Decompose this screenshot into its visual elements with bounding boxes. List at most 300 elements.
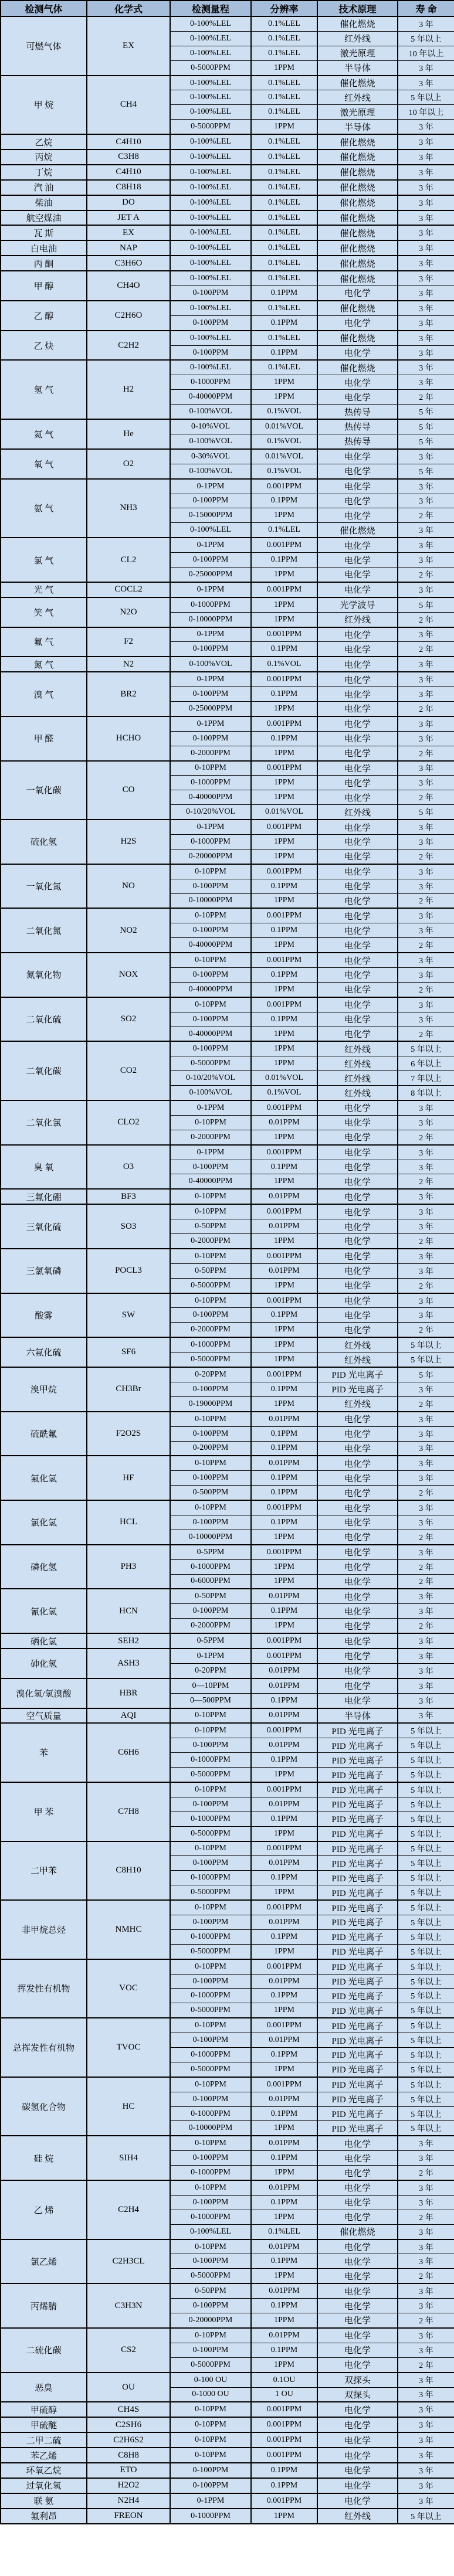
lifespan-cell: 3 年: [398, 301, 454, 315]
table-row: [1, 195, 454, 210]
principle-cell: 电化学: [317, 1486, 398, 1500]
lifespan-cell: 3 年: [398, 657, 454, 672]
range-cell: 0-10PPM: [170, 1708, 251, 1724]
formula-cell: C2H4: [87, 2180, 170, 2239]
range-cell: 0-10PPM: [170, 1841, 251, 1856]
principle-cell: PID 光电离子: [317, 2033, 398, 2048]
table-row: [1, 2077, 454, 2092]
table-row: [1, 479, 454, 494]
resolution-cell: 0.1%LEL: [251, 149, 317, 165]
principle-cell: 电化学: [317, 1456, 398, 1470]
table-row: [1, 1633, 454, 1649]
resolution-cell: 0.01PPM: [251, 2092, 317, 2106]
gas-name-cell: 氟 气: [1, 627, 87, 657]
principle-cell: 电化学: [317, 2448, 398, 2463]
range-cell: 0-1000PPM: [170, 1989, 251, 2003]
resolution-cell: 0.1%LEL: [251, 523, 317, 538]
principle-cell: 电化学: [317, 1293, 398, 1308]
principle-cell: 电化学: [317, 820, 398, 834]
lifespan-cell: 3 年: [398, 1189, 454, 1204]
formula-cell: PH3: [87, 1545, 170, 1589]
range-cell: 0-100%LEL: [170, 271, 251, 286]
lifespan-cell: 3 年: [398, 2283, 454, 2298]
formula-cell: C2H6S2: [87, 2432, 170, 2448]
gas-name-cell: 氨 气: [1, 479, 87, 538]
range-cell: 0-100%LEL: [170, 523, 251, 538]
gas-name-cell: 溴甲烷: [1, 1367, 87, 1412]
lifespan-cell: 5 年以上: [398, 1337, 454, 1352]
range-cell: 0-100%LEL: [170, 301, 251, 315]
gas-name-cell: 氯 气: [1, 538, 87, 582]
table-row: [1, 1678, 454, 1693]
principle-cell: 电化学: [317, 1263, 398, 1278]
formula-cell: SO3: [87, 1204, 170, 1249]
lifespan-cell: 3 年: [398, 256, 454, 271]
lifespan-cell: 3 年: [398, 195, 454, 210]
gas-name-cell: 过氧化氢: [1, 2478, 87, 2493]
resolution-cell: 1PPM: [251, 375, 317, 390]
resolution-cell: 0.1%LEL: [251, 271, 317, 286]
table-row: [1, 1367, 454, 1382]
principle-cell: 电化学: [317, 553, 398, 567]
formula-cell: SF6: [87, 1337, 170, 1367]
resolution-cell: 0.001PPM: [251, 627, 317, 642]
resolution-cell: 0.01PPM: [251, 1456, 317, 1470]
resolution-cell: 0.01PPM: [251, 1412, 317, 1426]
resolution-cell: 0.1PPM: [251, 642, 317, 657]
range-cell: 0-5PPM: [170, 1545, 251, 1559]
lifespan-cell: 3 年: [398, 2195, 454, 2210]
header-cell-5: 寿 命: [398, 1, 454, 16]
gas-name-cell: 二甲苯: [1, 1841, 87, 1901]
resolution-cell: 0.1%LEL: [251, 46, 317, 60]
gas-name-cell: 环氧乙烷: [1, 2463, 87, 2478]
resolution-cell: 0.01%VOL: [251, 805, 317, 820]
principle-cell: 电化学: [317, 834, 398, 849]
principle-cell: 电化学: [317, 1530, 398, 1544]
resolution-cell: 0.01PPM: [251, 1219, 317, 1234]
lifespan-cell: 3 年: [398, 60, 454, 75]
lifespan-cell: 2 年: [398, 982, 454, 997]
formula-cell: C3H8: [87, 149, 170, 165]
range-cell: 0-5000PPM: [170, 1768, 251, 1782]
resolution-cell: 1PPM: [251, 2121, 317, 2136]
resolution-cell: 1PPM: [251, 893, 317, 908]
gas-name-cell: 硒化氢: [1, 1633, 87, 1649]
range-cell: 0-100%LEL: [170, 210, 251, 226]
table-row: [1, 240, 454, 256]
range-cell: 0-5000PPM: [170, 2269, 251, 2283]
principle-cell: 电化学: [317, 508, 398, 523]
range-cell: 0-40000PPM: [170, 390, 251, 405]
resolution-cell: 1PPM: [251, 1574, 317, 1589]
formula-cell: C8H8: [87, 2448, 170, 2463]
principle-cell: PID 光电离子: [317, 1768, 398, 1782]
gas-name-cell: 三氧化硫: [1, 1204, 87, 1249]
lifespan-cell: 3 年: [398, 2343, 454, 2357]
gas-name-cell: 丁烷: [1, 165, 87, 180]
lifespan-cell: 3 年: [398, 149, 454, 165]
resolution-cell: 1PPM: [251, 849, 317, 864]
formula-cell: OU: [87, 2373, 170, 2402]
principle-cell: 电化学: [317, 2151, 398, 2166]
lifespan-cell: 3 年: [398, 923, 454, 938]
principle-cell: 电化学: [317, 1012, 398, 1027]
table-row: [1, 2463, 454, 2478]
range-cell: 0-100PPM: [170, 315, 251, 330]
range-cell: 0-10PPM: [170, 1204, 251, 1219]
resolution-cell: 0.01%VOL: [251, 419, 317, 434]
header-cell-4: 技术原理: [317, 1, 398, 16]
range-cell: 0-100PPM: [170, 1160, 251, 1174]
principle-cell: 催化燃烧: [317, 331, 398, 345]
resolution-cell: 0.001PPM: [251, 820, 317, 834]
lifespan-cell: 3 年: [398, 953, 454, 967]
lifespan-cell: 3 年: [398, 1678, 454, 1693]
table-row: [1, 1204, 454, 1219]
principle-cell: 电化学: [317, 1574, 398, 1589]
principle-cell: 电化学: [317, 923, 398, 938]
lifespan-cell: 3 年: [398, 1426, 454, 1441]
principle-cell: 电化学: [317, 2136, 398, 2150]
lifespan-cell: 3 年: [398, 1633, 454, 1649]
gas-name-cell: 一氧化氮: [1, 864, 87, 909]
principle-cell: 红外线: [317, 1041, 398, 1056]
gas-name-cell: 溴化氢/氢溴酸: [1, 1678, 87, 1708]
resolution-cell: 0.1PPM: [251, 2106, 317, 2121]
lifespan-cell: 2 年: [398, 612, 454, 627]
range-cell: 0-10PPM: [170, 2180, 251, 2195]
gas-name-cell: 溴 气: [1, 672, 87, 716]
resolution-cell: 0.1%VOL: [251, 1086, 317, 1100]
principle-cell: 电化学: [317, 908, 398, 923]
table-row: [1, 997, 454, 1012]
table-row: [1, 1782, 454, 1797]
resolution-cell: 0.01PPM: [251, 2283, 317, 2298]
resolution-cell: 0.01PPM: [251, 1589, 317, 1603]
range-cell: 0-100PPM: [170, 2151, 251, 2166]
lifespan-cell: 3 年: [398, 271, 454, 286]
range-cell: 0-100PPM: [170, 1041, 251, 1056]
resolution-cell: 0.01PPM: [251, 1915, 317, 1930]
range-cell: 0-5PPM: [170, 1633, 251, 1649]
formula-cell: H2S: [87, 820, 170, 864]
resolution-cell: 0.1%VOL: [251, 657, 317, 672]
principle-cell: 电化学: [317, 2357, 398, 2372]
lifespan-cell: 5 年以上: [398, 90, 454, 105]
resolution-cell: 1PPM: [251, 1056, 317, 1071]
principle-cell: PID 光电离子: [317, 1900, 398, 1915]
range-cell: 0-100PPM: [170, 1515, 251, 1530]
resolution-cell: 1PPM: [251, 1352, 317, 1367]
principle-cell: 电化学: [317, 1604, 398, 1619]
principle-cell: PID 光电离子: [317, 2121, 398, 2136]
lifespan-cell: 3 年: [398, 1293, 454, 1308]
range-cell: 0—10PPM: [170, 1678, 251, 1693]
principle-cell: 电化学: [317, 1278, 398, 1293]
range-cell: 0-100%LEL: [170, 105, 251, 120]
resolution-cell: 0.001PPM: [251, 908, 317, 923]
range-cell: 0-10PPM: [170, 2018, 251, 2033]
principle-cell: 电化学: [317, 893, 398, 908]
principle-cell: PID 光电离子: [317, 1915, 398, 1930]
table-row: [1, 1337, 454, 1352]
resolution-cell: 0.1OU: [251, 2373, 317, 2387]
principle-cell: 电化学: [317, 1693, 398, 1708]
range-cell: 0-100PPM: [170, 1604, 251, 1619]
range-cell: 0-100%LEL: [170, 2224, 251, 2239]
range-cell: 0-25000PPM: [170, 567, 251, 582]
lifespan-cell: 5 年以上: [398, 1041, 454, 1056]
lifespan-cell: 5 年以上: [398, 1768, 454, 1782]
gas-name-cell: 碳氢化合物: [1, 2077, 87, 2136]
resolution-cell: 0.1%LEL: [251, 180, 317, 195]
principle-cell: 电化学: [317, 1412, 398, 1426]
table-row: [1, 210, 454, 226]
range-cell: 0-100PPM: [170, 642, 251, 657]
lifespan-cell: 3 年: [398, 687, 454, 702]
table-row: [1, 1545, 454, 1559]
resolution-cell: 0.1PPM: [251, 1160, 317, 1174]
lifespan-cell: 2 年: [398, 1323, 454, 1337]
resolution-cell: 1PPM: [251, 1234, 317, 1249]
lifespan-cell: 2 年: [398, 1559, 454, 1574]
principle-cell: PID 光电离子: [317, 1753, 398, 1768]
resolution-cell: 0.001PPM: [251, 1367, 317, 1382]
formula-cell: H2: [87, 360, 170, 419]
lifespan-cell: 3 年: [398, 180, 454, 195]
lifespan-cell: 3 年: [398, 1219, 454, 1234]
principle-cell: 红外线: [317, 805, 398, 820]
resolution-cell: 0.001PPM: [251, 1145, 317, 1160]
principle-cell: 电化学: [317, 390, 398, 405]
formula-cell: C7H8: [87, 1782, 170, 1841]
range-cell: 0-1PPM: [170, 582, 251, 597]
lifespan-cell: 5 年以上: [398, 1841, 454, 1856]
principle-cell: 电化学: [317, 1100, 398, 1115]
lifespan-cell: 2 年: [398, 567, 454, 582]
range-cell: 0-40000PPM: [170, 938, 251, 953]
resolution-cell: 0.01PPM: [251, 1797, 317, 1812]
table-row: [1, 2239, 454, 2254]
range-cell: 0-100PPM: [170, 1426, 251, 1441]
range-cell: 0-40000PPM: [170, 1027, 251, 1041]
gas-name-cell: 二氧化硫: [1, 997, 87, 1042]
table-row: [1, 134, 454, 149]
resolution-cell: 1PPM: [251, 1130, 317, 1144]
gas-name-cell: 恶臭: [1, 2373, 87, 2402]
principle-cell: 电化学: [317, 687, 398, 702]
resolution-cell: 0.1PPM: [251, 968, 317, 983]
lifespan-cell: 3 年: [398, 2239, 454, 2254]
principle-cell: 催化燃烧: [317, 360, 398, 375]
resolution-cell: 0.1%LEL: [251, 31, 317, 46]
lifespan-cell: 3 年: [398, 286, 454, 301]
gas-name-cell: 二氧化碳: [1, 1041, 87, 1100]
principle-cell: PID 光电离子: [317, 1782, 398, 1797]
principle-cell: 电化学: [317, 2180, 398, 2195]
principle-cell: 电化学: [317, 1323, 398, 1337]
range-cell: 0-10PPM: [170, 1723, 251, 1738]
resolution-cell: 0.1PPM: [251, 1012, 317, 1027]
formula-cell: BR2: [87, 672, 170, 716]
principle-cell: 电化学: [317, 1471, 398, 1486]
lifespan-cell: 3 年: [398, 1456, 454, 1470]
resolution-cell: 0.1%LEL: [251, 360, 317, 375]
principle-cell: PID 光电离子: [317, 2062, 398, 2077]
table-row: [1, 672, 454, 687]
principle-cell: PID 光电离子: [317, 1989, 398, 2003]
range-cell: 0-5000PPM: [170, 2357, 251, 2372]
lifespan-cell: 3 年: [398, 360, 454, 375]
resolution-cell: 1PPM: [251, 1041, 317, 1056]
range-cell: 0-100PPM: [170, 2463, 251, 2478]
resolution-cell: 0.01PPM: [251, 1115, 317, 1130]
lifespan-cell: 5 年: [398, 805, 454, 820]
lifespan-cell: 5 年以上: [398, 1723, 454, 1738]
range-cell: 0-100PPM: [170, 2195, 251, 2210]
lifespan-cell: 3 年: [398, 968, 454, 983]
resolution-cell: 1PPM: [251, 790, 317, 805]
lifespan-cell: 2 年: [398, 2166, 454, 2180]
table-row: [1, 864, 454, 879]
gas-name-cell: 丙烯腈: [1, 2283, 87, 2328]
resolution-cell: 0.001PPM: [251, 1959, 317, 1974]
range-cell: 0-1000 OU: [170, 2387, 251, 2402]
table-row: [1, 225, 454, 240]
principle-cell: 电化学: [317, 2254, 398, 2269]
lifespan-cell: 3 年: [398, 820, 454, 834]
table-row: [1, 180, 454, 195]
lifespan-cell: 2 年: [398, 2313, 454, 2328]
principle-cell: 电化学: [317, 716, 398, 731]
principle-cell: 催化燃烧: [317, 301, 398, 315]
lifespan-cell: 3 年: [398, 2478, 454, 2493]
table-row: [1, 761, 454, 776]
principle-cell: 电化学: [317, 449, 398, 464]
lifespan-cell: 3 年: [398, 553, 454, 567]
lifespan-cell: 3 年: [398, 716, 454, 731]
range-cell: 0-10%VOL: [170, 419, 251, 434]
principle-cell: 热传导: [317, 434, 398, 448]
range-cell: 0-100%LEL: [170, 256, 251, 271]
range-cell: 0-50PPM: [170, 2283, 251, 2298]
lifespan-cell: 5 年以上: [398, 1797, 454, 1812]
resolution-cell: 0.1PPM: [251, 1426, 317, 1441]
lifespan-cell: 5 年以上: [398, 1944, 454, 1959]
principle-cell: 电化学: [317, 286, 398, 301]
principle-cell: 电化学: [317, 1589, 398, 1603]
range-cell: 0-1000PPM: [170, 1753, 251, 1768]
resolution-cell: 0.01PPM: [251, 1974, 317, 1989]
resolution-cell: 0.01PPM: [251, 2328, 317, 2343]
resolution-cell: 0.01PPM: [251, 1189, 317, 1204]
formula-cell: C3H3N: [87, 2283, 170, 2328]
header-cell-3: 分辨率: [251, 1, 317, 16]
principle-cell: 电化学: [317, 2269, 398, 2283]
gas-name-cell: 氮 气: [1, 657, 87, 672]
range-cell: 0-15000PPM: [170, 508, 251, 523]
range-cell: 0-1PPM: [170, 1649, 251, 1663]
range-cell: 0-1PPM: [170, 716, 251, 731]
principle-cell: 红外线: [317, 1352, 398, 1367]
table-row: [1, 1723, 454, 1738]
resolution-cell: 0.1%LEL: [251, 195, 317, 210]
resolution-cell: 0.1PPM: [251, 2343, 317, 2357]
range-cell: 0-100PPM: [170, 1471, 251, 1486]
range-cell: 0-10/20%VOL: [170, 1071, 251, 1086]
lifespan-cell: 3 年: [398, 1649, 454, 1663]
lifespan-cell: 10 年以上: [398, 105, 454, 120]
resolution-cell: 0.001PPM: [251, 582, 317, 597]
principle-cell: 光学波导: [317, 597, 398, 612]
range-cell: 0-500PPM: [170, 1486, 251, 1500]
formula-cell: O3: [87, 1145, 170, 1190]
lifespan-cell: 3 年: [398, 76, 454, 90]
resolution-cell: 0.001PPM: [251, 1649, 317, 1663]
principle-cell: 红外线: [317, 90, 398, 105]
lifespan-cell: 5 年以上: [398, 1856, 454, 1871]
table-row: [1, 908, 454, 923]
range-cell: 0-1PPM: [170, 2493, 251, 2509]
principle-cell: PID 光电离子: [317, 2077, 398, 2092]
principle-cell: 激光原理: [317, 105, 398, 120]
range-cell: 0-100%LEL: [170, 46, 251, 60]
range-cell: 0-25000PPM: [170, 701, 251, 716]
resolution-cell: 0.1%VOL: [251, 464, 317, 478]
table-row: [1, 953, 454, 967]
lifespan-cell: 3 年: [398, 2328, 454, 2343]
lifespan-cell: 2 年: [398, 1027, 454, 1041]
principle-cell: 催化燃烧: [317, 149, 398, 165]
resolution-cell: 1PPM: [251, 834, 317, 849]
resolution-cell: 1PPM: [251, 1278, 317, 1293]
range-cell: 0-1000PPM: [170, 1559, 251, 1574]
range-cell: 0-5000PPM: [170, 1944, 251, 1959]
formula-cell: NMHC: [87, 1900, 170, 1959]
principle-cell: 热传导: [317, 405, 398, 419]
resolution-cell: 0.1PPM: [251, 731, 317, 746]
resolution-cell: 1PPM: [251, 2003, 317, 2018]
principle-cell: 催化燃烧: [317, 16, 398, 31]
principle-cell: 电化学: [317, 1160, 398, 1174]
range-cell: 0-20PPM: [170, 1367, 251, 1382]
lifespan-cell: 3 年: [398, 1145, 454, 1160]
principle-cell: PID 光电离子: [317, 1871, 398, 1885]
resolution-cell: 1PPM: [251, 746, 317, 760]
range-cell: 0—500PPM: [170, 1693, 251, 1708]
principle-cell: 电化学: [317, 2343, 398, 2357]
principle-cell: 电化学: [317, 864, 398, 879]
gas-name-cell: 六氟化硫: [1, 1337, 87, 1367]
resolution-cell: 1PPM: [251, 776, 317, 790]
lifespan-cell: 3 年: [398, 2299, 454, 2313]
gas-name-cell: 非甲烷总烃: [1, 1900, 87, 1959]
resolution-cell: 0.001PPM: [251, 1293, 317, 1308]
range-cell: 0-40000PPM: [170, 1174, 251, 1189]
range-cell: 0-100PPM: [170, 2254, 251, 2269]
resolution-cell: 0.001PPM: [251, 1723, 317, 1738]
resolution-cell: 0.1PPM: [251, 687, 317, 702]
resolution-cell: 0.01PPM: [251, 2239, 317, 2254]
lifespan-cell: 2 年: [398, 790, 454, 805]
resolution-cell: 1PPM: [251, 597, 317, 612]
resolution-cell: 1PPM: [251, 2210, 317, 2224]
range-cell: 0-5000PPM: [170, 2062, 251, 2077]
formula-cell: SIH4: [87, 2136, 170, 2180]
lifespan-cell: 3 年: [398, 1263, 454, 1278]
resolution-cell: 0.1%LEL: [251, 301, 317, 315]
